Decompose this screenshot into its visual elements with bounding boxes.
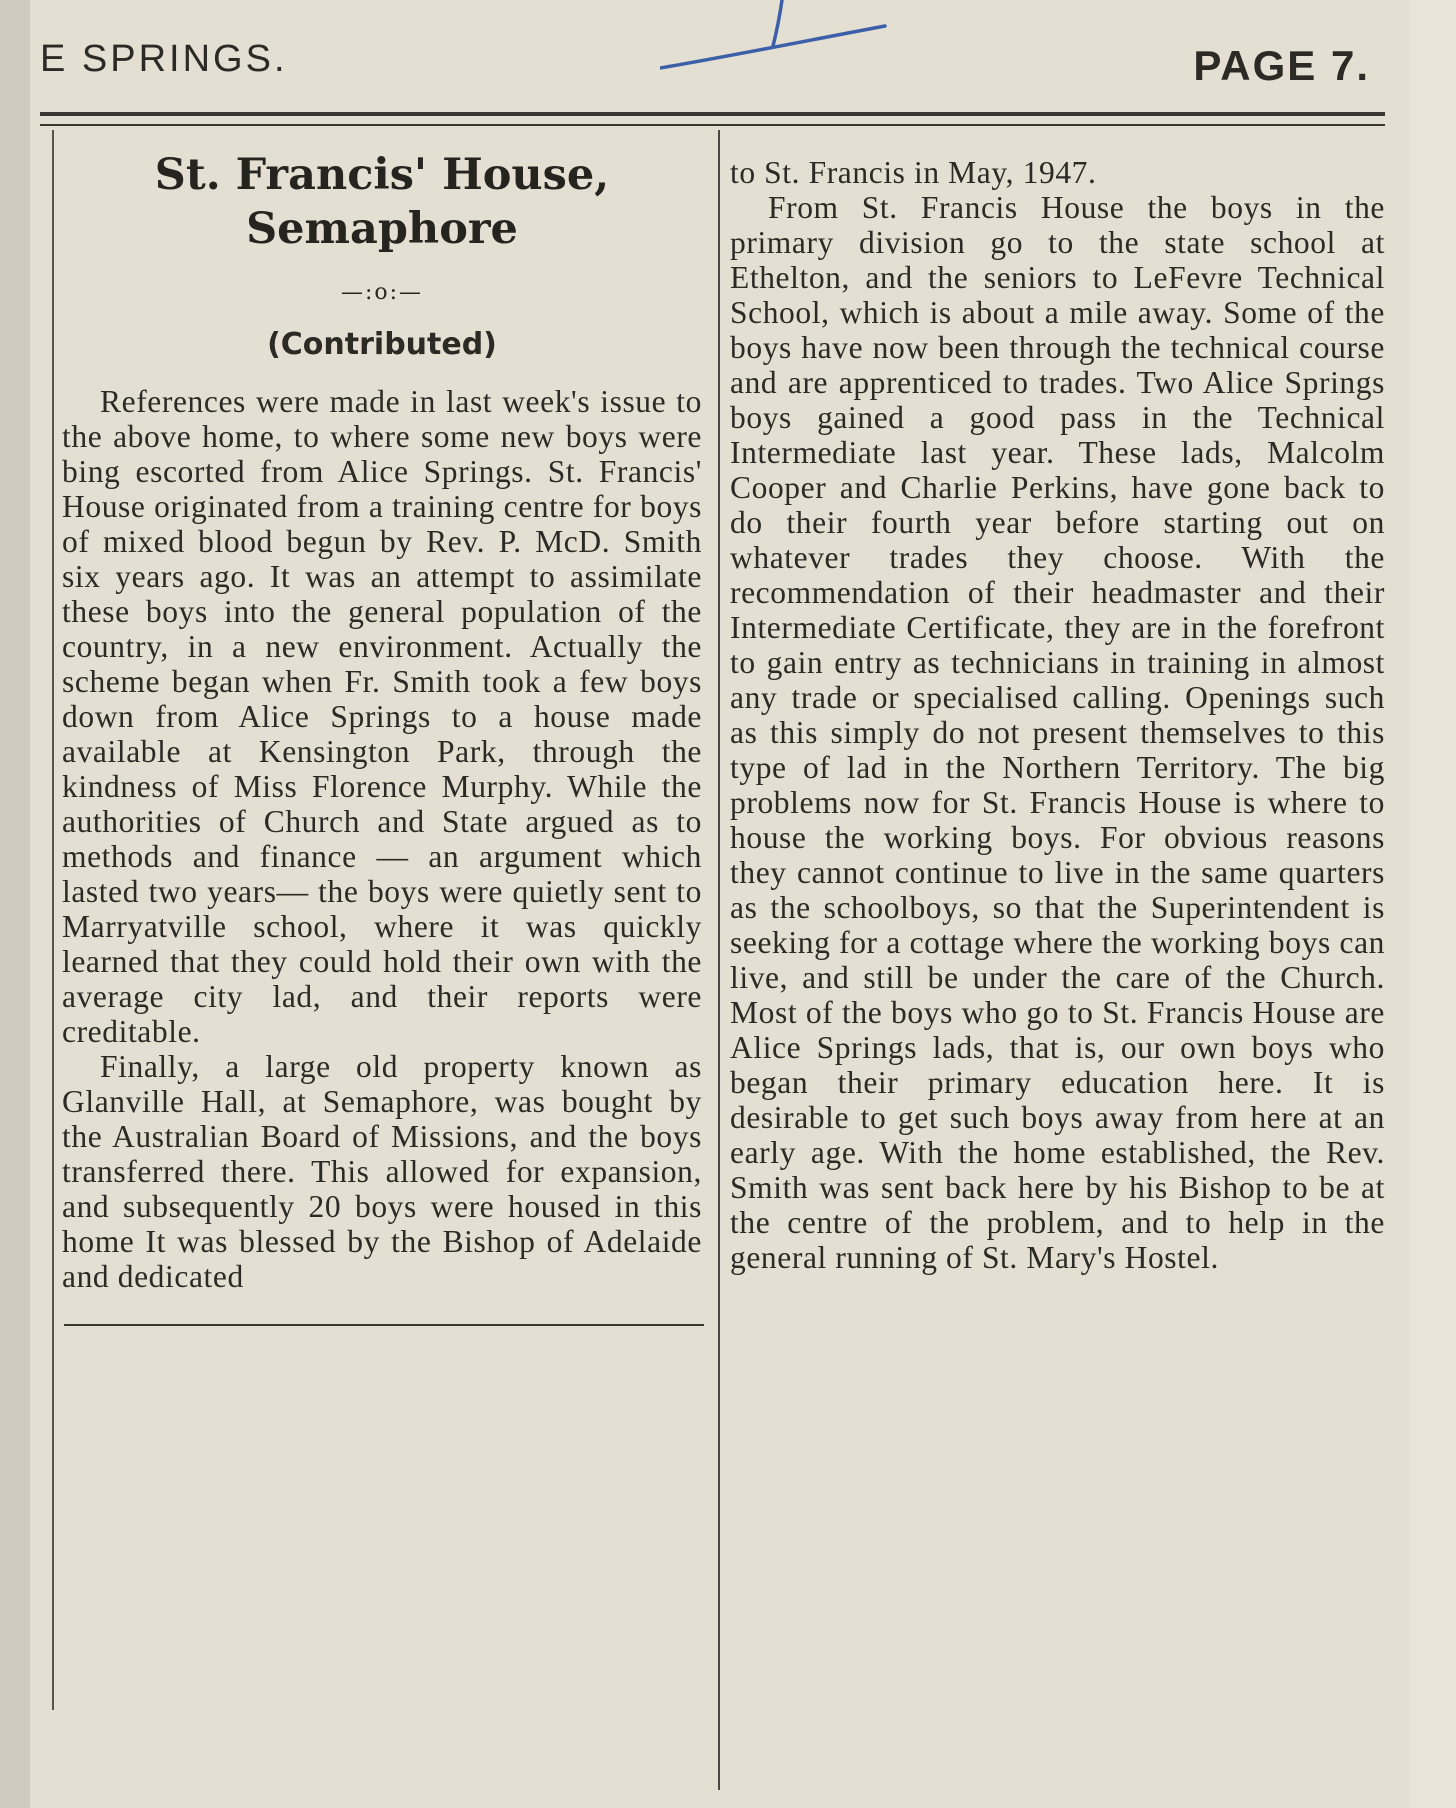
- article-byline: (Contributed): [267, 327, 497, 362]
- scan-margin: [0, 0, 30, 1808]
- article-column-left: [62, 140, 702, 1326]
- article-paragraph-continued: to St. Francis in May, 1947.: [730, 155, 1097, 190]
- headline-text: St. Francis' House, Semaphore: [154, 150, 610, 254]
- article-paragraph: Finally, a large old property known as Glanville Hall, at Semaphore, was bought by the Australian Board of Missions, and the boys transferred there. This allowed for expansion, and subsequently 20 boys were housed in this home It was blessed by the Bishop of Adelaide and dedicated: [62, 1049, 702, 1294]
- article-paragraph: References were made in last week's issue to the above home, to where some new boys were bing escorted from Alice Springs. St. Francis' House originated from a training centre for boys of mixed blood begun by Rev. P. McD. Smith six years ago. It was an attempt to assimilate these boys into the general population of the country, in a new environment. Actually the scheme began when Fr. Smith took a few boys down from Alice Springs to a house made available at Kensington Park, through the kindness of Miss Florence Murphy. While the authorities of Church and State argued as to methods and finance — an argument which lasted two years— the boys were quietly sent to Marryatville school, where it was quickly learned that they could hold their own with the average city lad, and their reports were creditable.: [62, 384, 702, 1049]
- running-title: E SPRINGS.: [40, 38, 288, 80]
- pen-mark-icon: [660, 0, 900, 80]
- column-divider: [718, 130, 720, 1790]
- page-number: PAGE 7.: [1193, 42, 1370, 89]
- header-rule-thin: [40, 124, 1385, 126]
- column-border: [52, 130, 54, 1710]
- article-column-right: [730, 155, 1385, 1275]
- article-paragraph: From St. Francis House the boys in the primary division go to the state school at Ethelton, and the seniors to LeFevre Technical School, which is about a mile away. Some of the boys have now been through the technical course and are apprenticed to trades. Two Alice Springs boys gained a good pass in the Technical Intermediate last year. These lads, Malcolm Cooper and Charlie Perkins, have gone back to do their fourth year before starting out on whatever trades they choose. With the recommendation of their headmaster and their Intermediate Certificate, they are in the forefront to gain entry as technicians in training in almost any trade or specialised calling. Openings such as this simply do not present themselves to this type of lad in the Northern Territory. The big problems now for St. Francis House is where to house the working boys. For obvious reasons they cannot continue to live in the same quarters as the schoolboys, so that the Superintendent is seeking for a cottage where the working boys can live, and still be under the care of the Church. Most of the boys who go to St. Francis House are Alice Springs lads, that is, our own boys who began their primary education here. It is desirable to get such boys away from here at an early age. With the home established, the Rev. Smith was sent back here by his Bishop to be at the centre of the problem, and to help in the general running of St. Mary's Hostel.: [730, 190, 1385, 1275]
- column-end-rule: [64, 1324, 704, 1326]
- article-headline: [62, 148, 702, 256]
- newspaper-clipping: [30, 0, 1410, 1808]
- headline-ornament: —:o:—: [340, 280, 424, 305]
- header-rule: [40, 112, 1385, 116]
